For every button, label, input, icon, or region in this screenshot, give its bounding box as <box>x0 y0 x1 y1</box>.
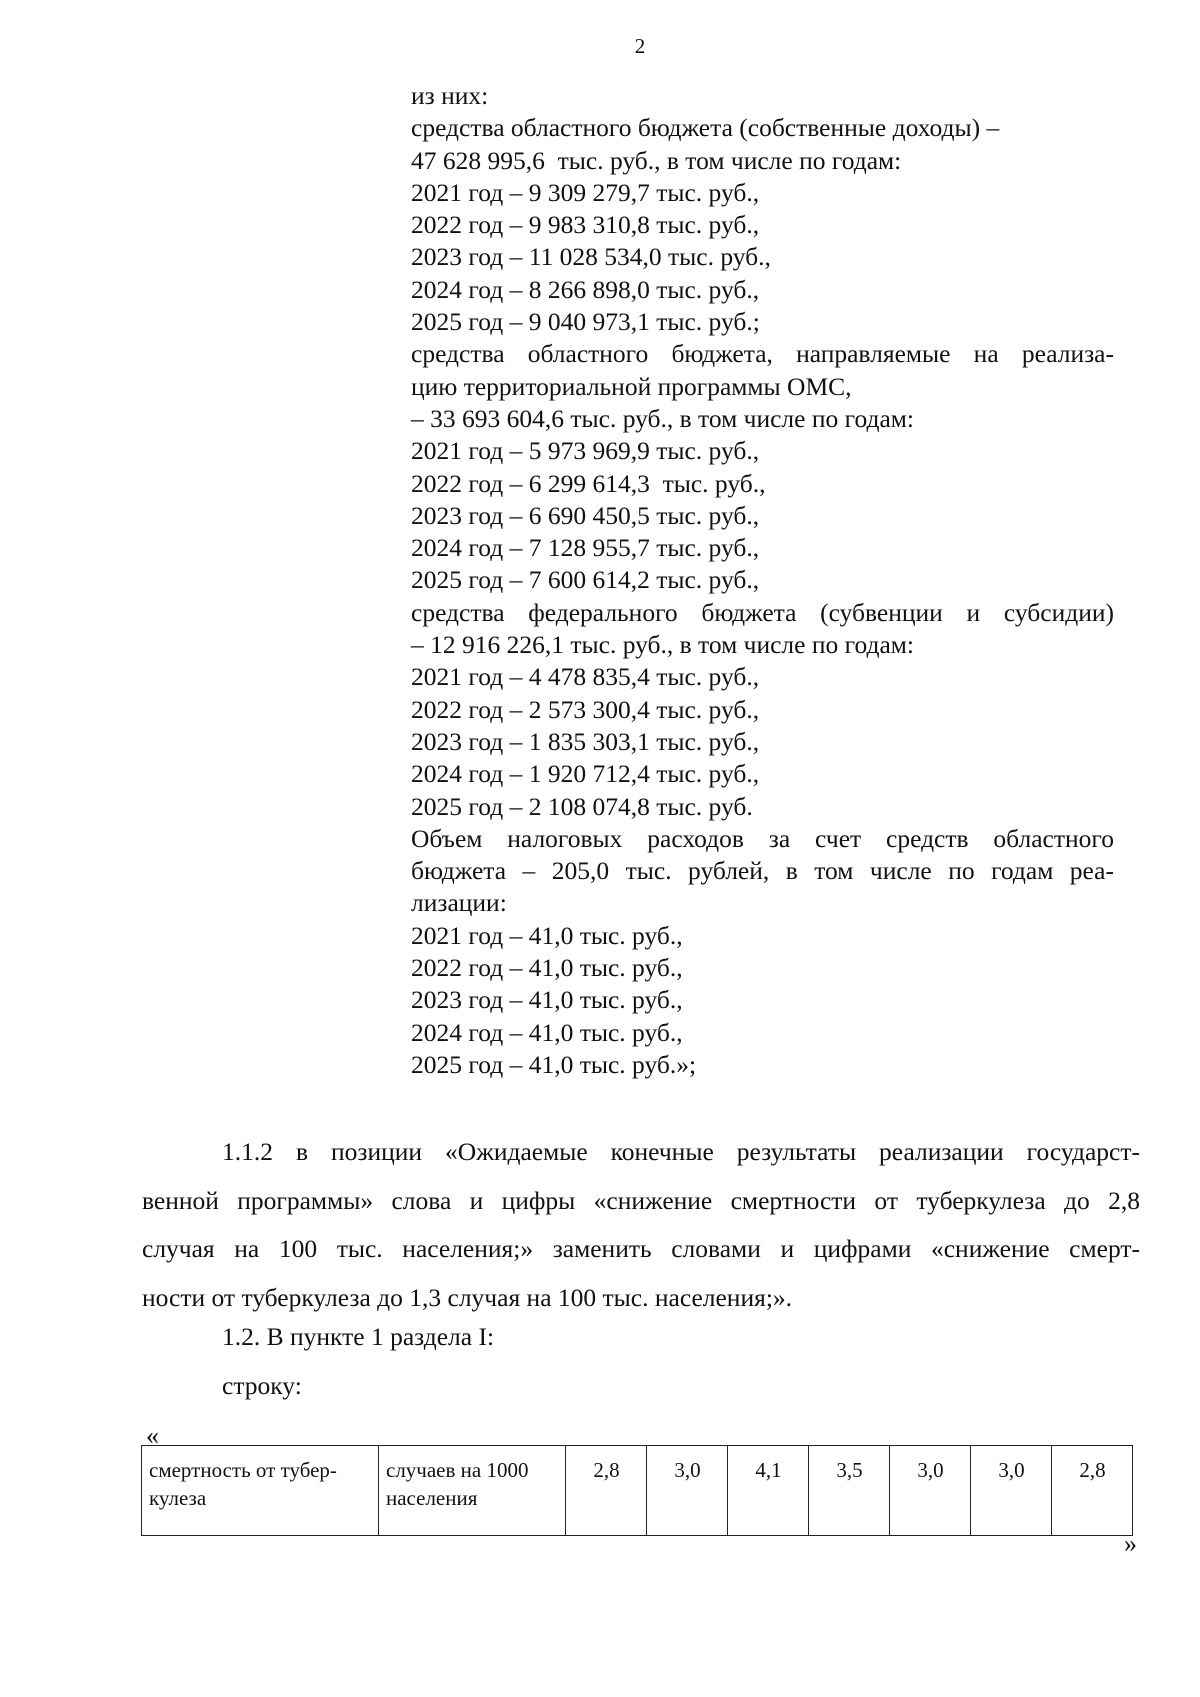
budget-line: 2022 год – 9 983 310,8 тыс. руб., <box>411 210 760 240</box>
budget-line: 2023 год – 6 690 450,5 тыс. руб., <box>411 500 760 530</box>
budget-line: бюджета – 205,0 тыс. рублей, в том числе по годам реа- <box>411 856 1114 886</box>
budget-line: средства областного бюджета (собственные доходы) – <box>411 113 1000 143</box>
budget-line: 2025 год – 41,0 тыс. руб.»; <box>411 1049 697 1079</box>
indicator-unit-cell <box>379 1446 566 1536</box>
budget-line: 2021 год – 9 309 279,7 тыс. руб., <box>411 177 760 207</box>
budget-line: 2024 год – 41,0 тыс. руб., <box>411 1017 683 1047</box>
value-cell: 2,8 <box>1052 1446 1133 1536</box>
budget-line: цию территориальной программы ОМС, <box>411 371 852 401</box>
budget-line: 2025 год – 9 040 973,1 тыс. руб.; <box>411 307 760 337</box>
closing-quote-mark: » <box>1124 1529 1137 1558</box>
budget-line: 2023 год – 1 835 303,1 тыс. руб., <box>411 726 760 756</box>
budget-line: 2024 год – 1 920 712,4 тыс. руб., <box>411 759 760 789</box>
budget-line: – 12 916 226,1 тыс. руб., в том числе по годам: <box>411 630 914 660</box>
value-cell: 2,8 <box>566 1446 647 1536</box>
budget-line: 2023 год – 41,0 тыс. руб., <box>411 985 683 1015</box>
indicator-unit-line: случаев на 1000 <box>386 1458 529 1482</box>
paragraph-line: 1.1.2 в позиции «Ожидаемые конечные результаты реализации государст- <box>222 1137 1140 1166</box>
indicator-table <box>141 1445 1133 1536</box>
budget-line: средства областного бюджета, направляемые на реализа- <box>411 339 1114 369</box>
budget-line: 2025 год – 7 600 614,2 тыс. руб., <box>411 565 760 595</box>
table-row <box>142 1446 1133 1536</box>
budget-line: лизации: <box>411 888 507 918</box>
budget-line: 47 628 995,6 тыс. руб., в том числе по годам: <box>411 145 902 175</box>
budget-line: 2024 год – 7 128 955,7 тыс. руб., <box>411 533 760 563</box>
value-cell: 3,0 <box>647 1446 728 1536</box>
budget-line: 2025 год – 2 108 074,8 тыс. руб. <box>411 791 753 821</box>
budget-line: 2022 год – 2 573 300,4 тыс. руб., <box>411 694 760 724</box>
budget-line: 2021 год – 5 973 969,9 тыс. руб., <box>411 436 760 466</box>
budget-funding-block <box>411 80 1114 1081</box>
budget-line: – 33 693 604,6 тыс. руб., в том числе по годам: <box>411 403 914 433</box>
value-cell: 3,0 <box>971 1446 1052 1536</box>
budget-line: средства федерального бюджета (субвенции и субсидии) <box>411 597 1114 627</box>
budget-line: из них: <box>411 81 489 110</box>
opening-quote-mark: « <box>146 1421 159 1450</box>
paragraph-1-2: 1.2. В пункте 1 раздела I: <box>222 1322 495 1351</box>
budget-line: Объем налоговых расходов за счет средств областного <box>411 823 1114 853</box>
page-number: 2 <box>634 34 646 58</box>
indicator-unit-line: населения <box>386 1486 478 1510</box>
value-cell: 3,0 <box>890 1446 971 1536</box>
budget-line: 2022 год – 41,0 тыс. руб., <box>411 953 683 983</box>
paragraph-stroku: строку: <box>222 1371 302 1400</box>
indicator-name-line: кулеза <box>149 1486 207 1510</box>
budget-line: 2024 год – 8 266 898,0 тыс. руб., <box>411 274 760 304</box>
paragraph-line: венной программы» слова и цифры «снижение смертности от туберкулеза до 2,8 <box>142 1185 1140 1215</box>
indicator-name-line: смертность от тубер- <box>149 1458 337 1482</box>
budget-line: 2021 год – 4 478 835,4 тыс. руб., <box>411 662 760 692</box>
value-cell: 4,1 <box>728 1446 809 1536</box>
budget-line: 2023 год – 11 028 534,0 тыс. руб., <box>411 242 771 272</box>
budget-line: 2021 год – 41,0 тыс. руб., <box>411 920 683 950</box>
paragraph-line: ности от туберкулеза до 1,3 случая на 100 тыс. населения;». <box>142 1282 793 1312</box>
paragraph-1-1-2 <box>142 1128 1140 1322</box>
indicator-name-cell <box>142 1446 379 1536</box>
paragraph-line: случая на 100 тыс. населения;» заменить словами и цифрами «снижение смерт- <box>142 1234 1140 1263</box>
budget-line: 2022 год – 6 299 614,3 тыс. руб., <box>411 468 766 498</box>
value-cell: 3,5 <box>809 1446 890 1536</box>
